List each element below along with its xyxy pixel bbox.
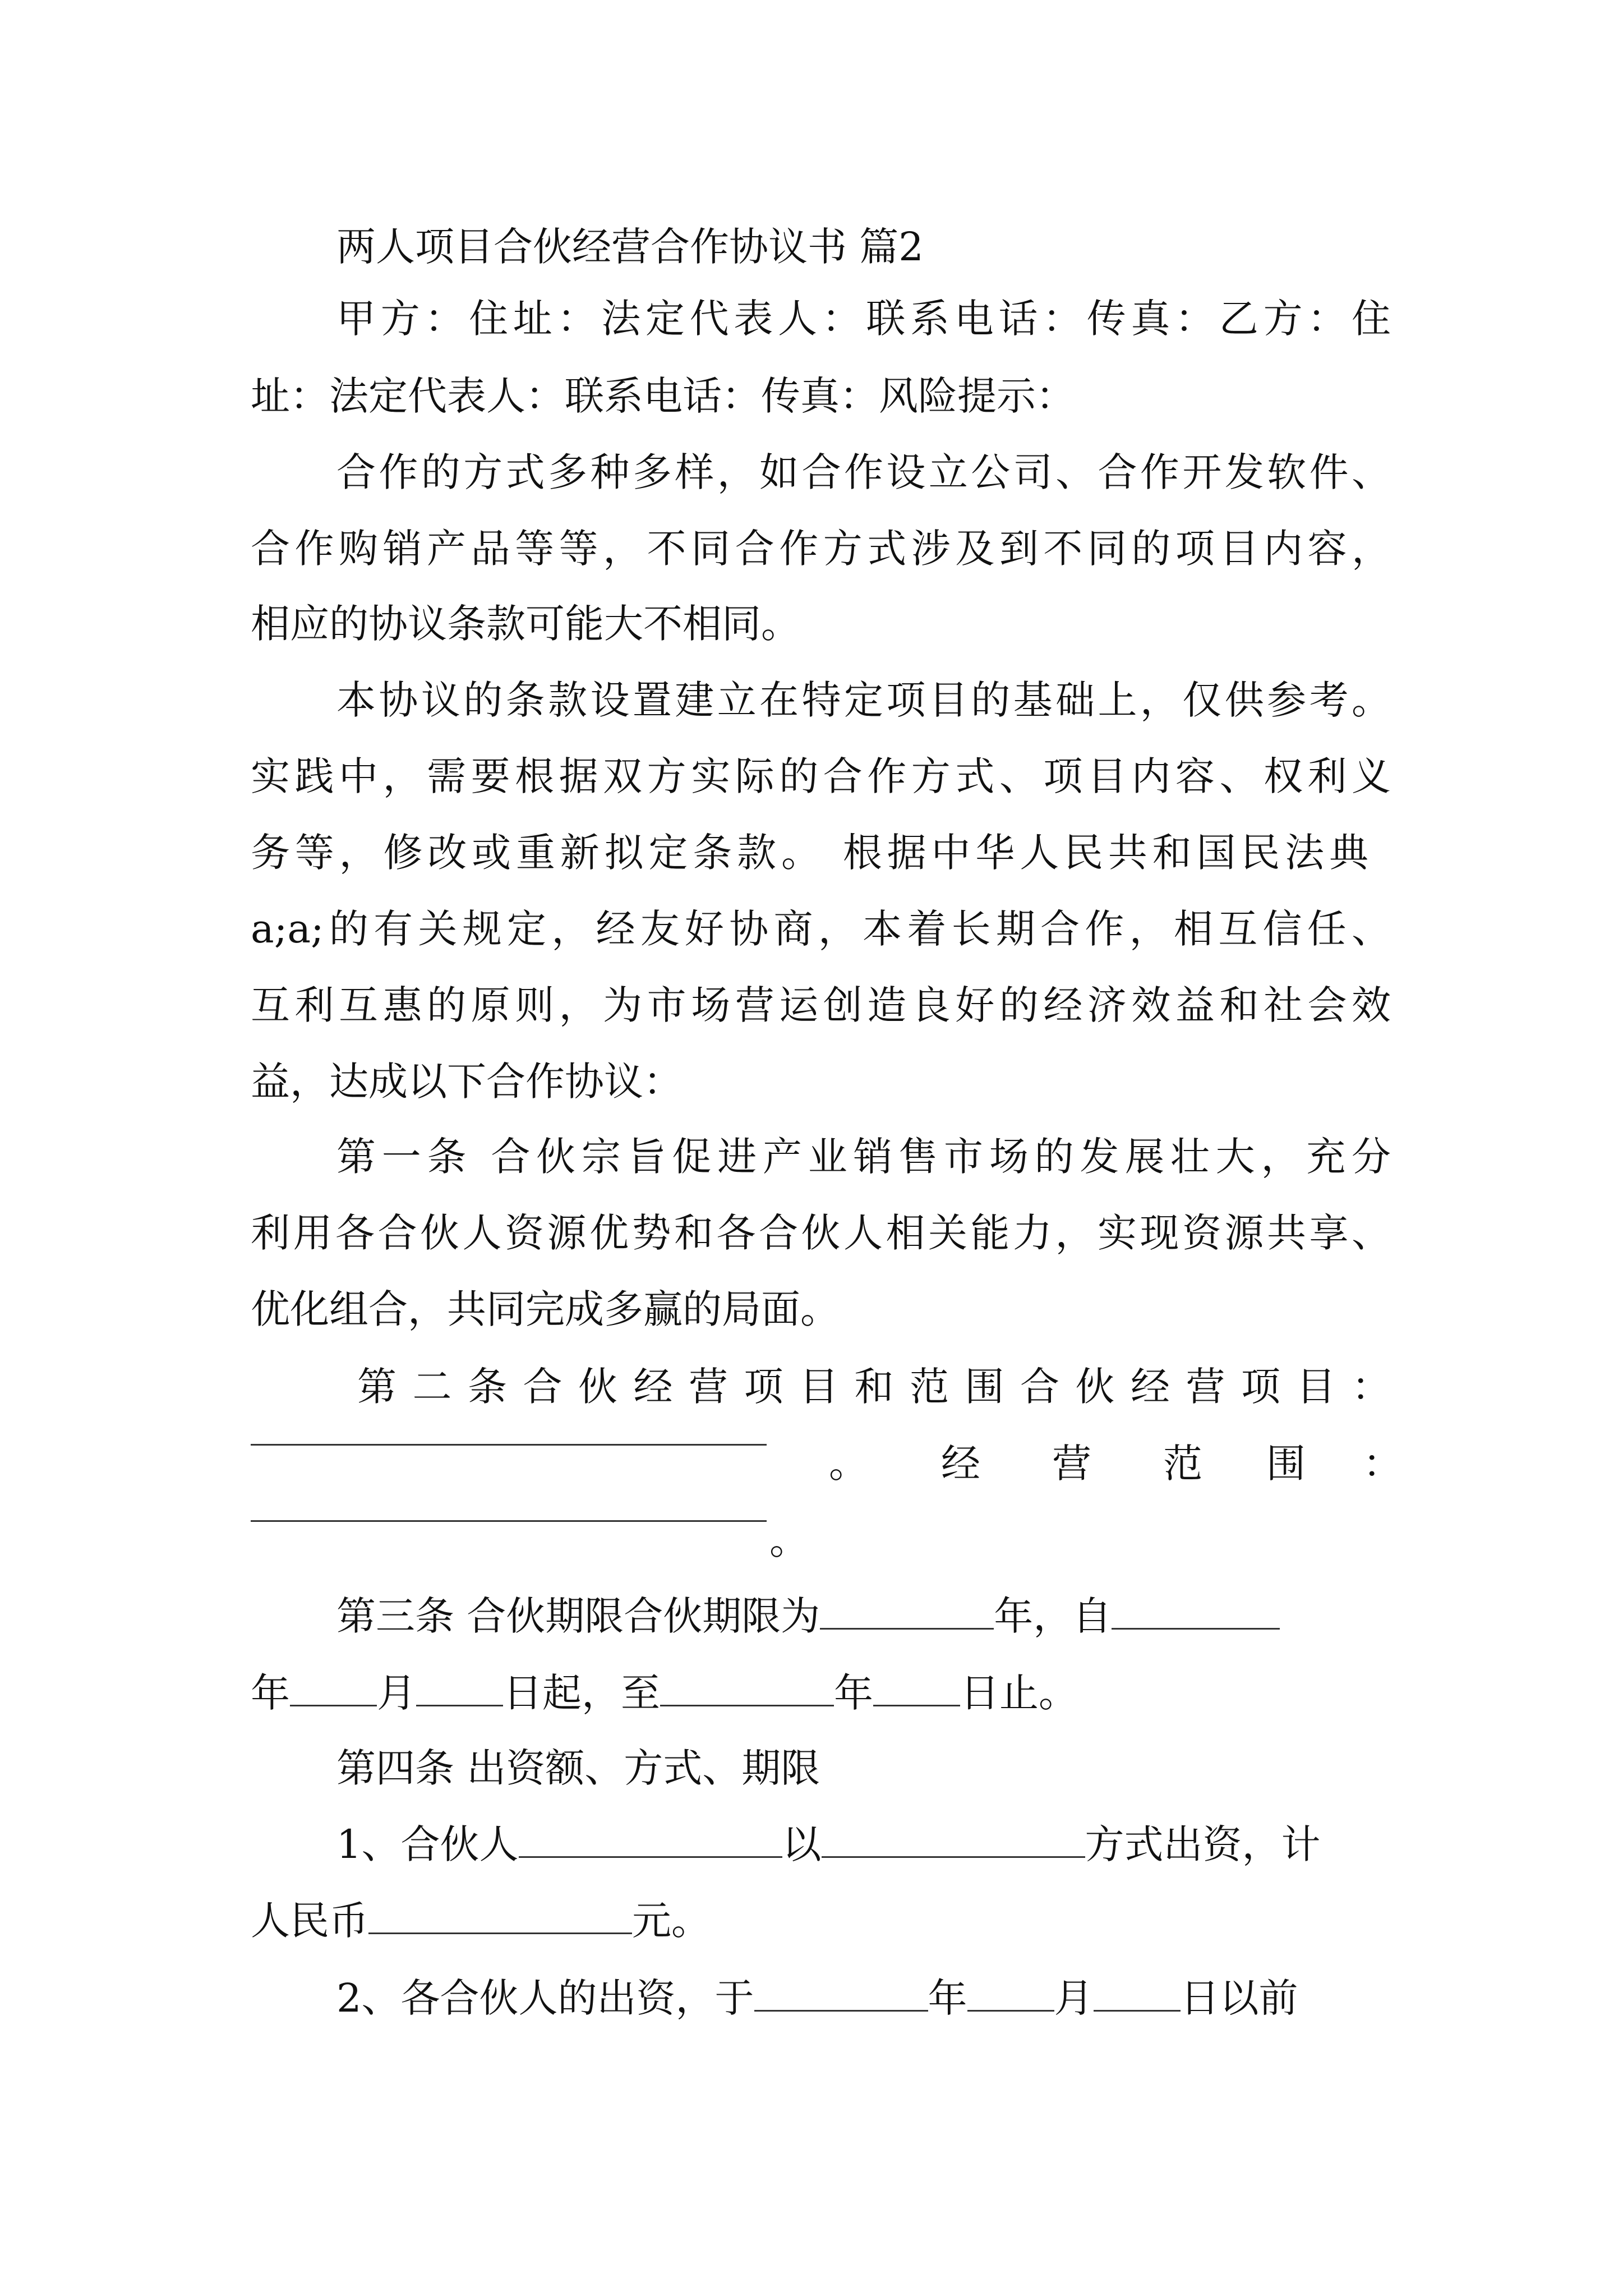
deadline-year-blank — [754, 1981, 928, 2012]
article3-l2-month: 月 — [377, 1670, 416, 1716]
project-blank — [251, 1444, 767, 1446]
article3-l2-year: 年 — [251, 1670, 290, 1716]
basis-line-2: 实践中，需要根据双方实际的合作方式、项目内容、权利义 — [251, 753, 1391, 799]
article4-title: 第四条 出资额、方式、期限 — [336, 1745, 820, 1791]
scope-word-3: 范 — [1163, 1441, 1202, 1487]
item2-month: 月 — [1054, 1975, 1094, 2021]
article4-item1-line-2 — [251, 1898, 711, 1944]
article2-line-1: 第 二 条 合 伙 经 营 项 目 和 范 围 合 伙 经 营 项 目 ： — [357, 1364, 1391, 1410]
basis-line-3: 务等，修改或重新拟定条款。 根据中华人民共和国民法典 — [251, 830, 1368, 876]
article3-year-from: 年，自 — [994, 1593, 1112, 1639]
item1-yuan: 元。 — [632, 1898, 711, 1944]
item1-way: 方式出资，计 — [1085, 1821, 1321, 1867]
article2-period: 。 — [829, 1441, 868, 1487]
risk-line-3: 相应的协议条款可能大不相同。 — [251, 601, 800, 647]
article4-item2-line-1 — [336, 1975, 1298, 2021]
contribution-way-blank — [822, 1827, 1085, 1858]
scope-word-4: 围 — [1266, 1441, 1306, 1487]
article3-l2-year2: 年 — [834, 1670, 873, 1716]
article1-line-3: 优化组合，共同完成多赢的局面。 — [251, 1286, 840, 1332]
end-day-blank — [873, 1676, 960, 1706]
item1-with: 以 — [782, 1821, 822, 1867]
end-year-blank — [660, 1676, 834, 1706]
start-day-blank — [416, 1676, 503, 1706]
article1-line-2: 利用各合伙人资源优势和各合伙人相关能力，实现资源共享、 — [251, 1210, 1391, 1256]
item1-rmb: 人民币 — [251, 1898, 368, 1944]
scope-word-2: 营 — [1052, 1441, 1091, 1487]
doc-title: 两人项目合伙经营合作协议书 篇2 — [336, 224, 924, 270]
article3-l2-day-end: 日止。 — [960, 1670, 1078, 1716]
basis-line-1: 本协议的条款设置建立在特定项目的基础上，仅供参考。 — [336, 677, 1391, 723]
article3-l2-day-from: 日起，至 — [503, 1670, 660, 1716]
basis-line-6: 益，达成以下合作协议： — [251, 1059, 683, 1105]
deadline-month-blank — [967, 1981, 1054, 2012]
risk-line-2: 合作购销产品等等，不同合作方式涉及到不同的项目内容， — [251, 526, 1391, 572]
item1-head: 1、合伙人 — [336, 1821, 519, 1867]
article3-head: 第三条 合伙期限合伙期限为 — [336, 1593, 820, 1639]
basis-line-5: 互利互惠的原则，为市场营运创造良好的经济效益和社会效 — [251, 982, 1391, 1028]
scope-word-5: ： — [1363, 1441, 1402, 1487]
start-month-blank — [290, 1676, 377, 1706]
item2-head: 2、各合伙人的出资，于 — [336, 1975, 754, 2021]
scope-word-1: 经 — [941, 1441, 980, 1487]
term-years-blank — [820, 1599, 994, 1630]
deadline-day-blank — [1094, 1981, 1181, 2012]
article1-line-1: 第一条 合伙宗旨促进产业销售市场的发展壮大，充分 — [336, 1134, 1391, 1180]
risk-line-1: 合作的方式多种多样，如合作设立公司、合作开发软件、 — [336, 449, 1391, 495]
partner-name-blank — [519, 1827, 782, 1858]
parties-line-2: 址：法定代表人：联系电话：传真：风险提示： — [251, 373, 1075, 419]
start-year-blank — [1112, 1599, 1280, 1630]
scope-blank — [251, 1520, 767, 1522]
parties-line-1: 甲方：住址：法定代表人：联系电话：传真：乙方：住 — [336, 296, 1391, 342]
basis-line-4: a;a;的有关规定，经友好协商，本着长期合作，相互信任、 — [251, 906, 1391, 952]
item2-year: 年 — [928, 1975, 967, 2021]
article3-line-2 — [251, 1670, 1078, 1716]
article2-end: 。 — [769, 1517, 809, 1563]
amount-blank — [368, 1903, 632, 1934]
item2-day: 日以前 — [1180, 1975, 1298, 2021]
article4-item1-line-1 — [336, 1821, 1321, 1867]
article3-line-1 — [336, 1593, 1280, 1639]
